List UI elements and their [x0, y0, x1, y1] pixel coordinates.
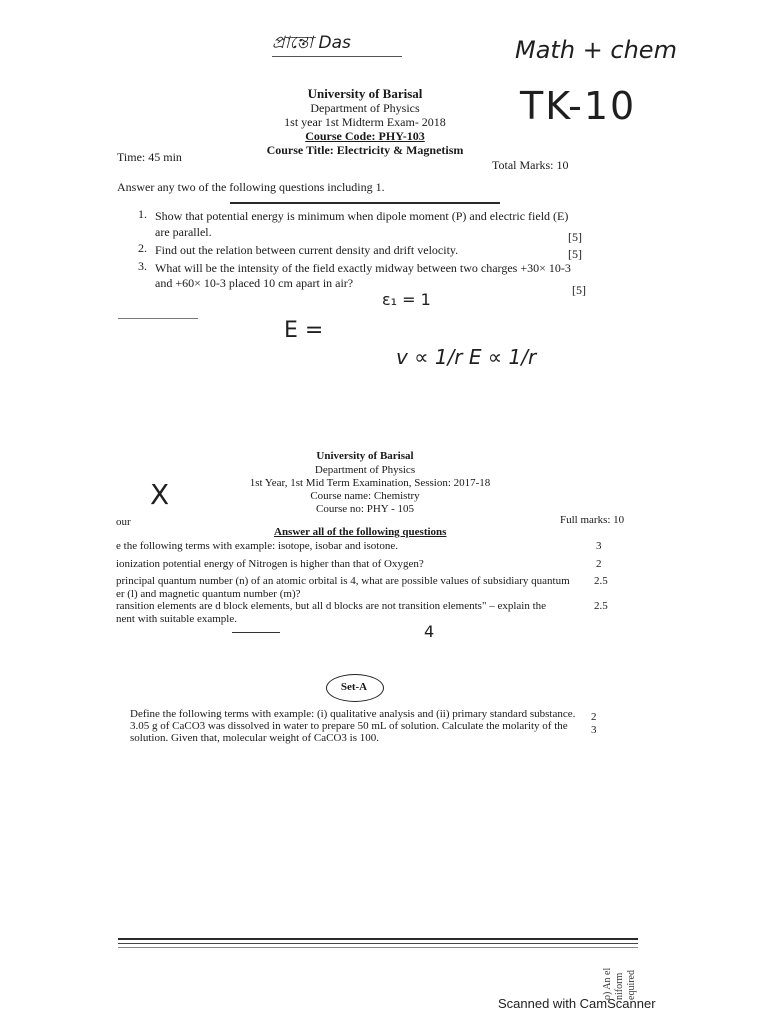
exam3-q2-marks: 3 — [591, 724, 597, 736]
exam3-q3-text: solution. Given that, molecular weight of CaCO3 is 100. — [130, 732, 379, 744]
exam1-q3-marks: [5] — [572, 283, 586, 297]
exam1-department: Department of Physics — [310, 101, 420, 115]
exam1-q1-marks: [5] — [568, 230, 582, 244]
exam2-q3-cont: er (l) and magnetic quantum number (m)? — [116, 588, 301, 600]
mark-four: 4 — [424, 622, 435, 641]
exam1-q1-number: 1. — [138, 207, 147, 221]
exam1-instruction: Answer any two of the following questions including 1. — [117, 180, 385, 194]
page-edge-line-3 — [118, 947, 638, 948]
exam1-q2-line1: Find out the relation between current density and drift velocity. — [155, 243, 459, 257]
scanner-watermark: Scanned with CamScanner — [498, 996, 656, 1011]
page-edge-line-2 — [118, 943, 638, 944]
exam1-q1-line2: are parallel. — [155, 225, 212, 239]
edge-text-1: o) An el — [602, 967, 613, 1000]
exam1-q1-line1: Show that potential energy is minimum when dipole moment (P) and electric field (E) — [155, 209, 569, 223]
exam1-course-code: Course Code: PHY-103 — [305, 129, 425, 143]
exam3-q1-text: Define the following terms with example: (i) qualitative analysis and (ii) primary standard substance. — [130, 708, 576, 720]
formula-proportional: v ∝ 1/r E ∝ 1/r — [396, 345, 537, 369]
exam1-time: Time: 45 min — [117, 150, 182, 164]
exam2-course-name: Course name: Chemistry — [310, 490, 420, 502]
price-note: TK-10 — [520, 84, 637, 128]
exam2-department: Department of Physics — [314, 464, 416, 476]
exam1-total-marks: Total Marks: 10 — [492, 158, 569, 172]
exam2-hour: our — [116, 516, 131, 528]
exam3-q2-text: 3.05 g of CaCO3 was dissolved in water to prepare 50 mL of solution. Calculate the molarity of the — [130, 720, 568, 732]
exam2-year-line: 1st Year, 1st Mid Term Examination, Session: 2017-18 — [249, 477, 491, 489]
exam2-q2-text: ionization potential energy of Nitrogen is higher than that of Oxygen? — [116, 558, 424, 570]
exam1-q3-line1: What will be the intensity of the field exactly midway between two charges +30× 10-3 — [155, 261, 571, 275]
exam1-q2-marks: [5] — [568, 247, 582, 261]
exam1-q3-number: 3. — [138, 259, 147, 273]
exam2-q4-text: ransition elements are d block elements, but all d blocks are not transition elements" – explain the — [116, 600, 547, 612]
exam2-q1-marks: 3 — [596, 540, 602, 552]
subject-note: Math + chem — [515, 36, 677, 64]
exam2-q4-cont: nent with suitable example. — [116, 613, 237, 625]
exam1-university: University of Barisal — [307, 86, 423, 101]
name-underline — [272, 56, 402, 57]
exam2-course-no: Course no: PHY - 105 — [316, 503, 414, 515]
edge-text-3: equired — [626, 970, 637, 1000]
exam2-q1-text: e the following terms with example: isotope, isobar and isotone. — [116, 540, 398, 552]
exam2-q3-text: principal quantum number (n) of an atomic orbital is 4, what are possible values of subsidiary quantum — [116, 575, 570, 587]
exam2-q4-marks: 2.5 — [594, 600, 608, 612]
exam2-full-marks: Full marks: 10 — [560, 514, 625, 526]
formula-epsilon: ε₁ = 1 — [382, 290, 431, 309]
mid-rule-left — [118, 318, 198, 319]
scribble-line — [232, 632, 280, 633]
exam1-q2-number: 2. — [138, 241, 147, 255]
exam2-instruction: Answer all of the following questions — [274, 526, 447, 538]
exam2-q2-marks: 2 — [596, 558, 602, 570]
mark-x: X — [150, 478, 170, 511]
exam2-university: University of Barisal — [316, 450, 414, 462]
set-a-label: Set-A — [340, 681, 368, 693]
exam3-q1-marks: 2 — [591, 711, 597, 723]
exam1-year-line: 1st year 1st Midterm Exam- 2018 — [284, 115, 446, 129]
student-name: প্রান্তো Das — [272, 33, 351, 53]
exam2-q3-marks: 2.5 — [594, 575, 608, 587]
edge-text-2: niform — [614, 972, 625, 1000]
page-edge-line — [118, 938, 638, 940]
exam1-divider — [230, 202, 500, 204]
exam1-q3-line2: and +60× 10-3 placed 10 cm apart in air? — [155, 276, 354, 290]
exam1-course-title: Course Title: Electricity & Magnetism — [266, 143, 464, 157]
formula-e: E = — [284, 318, 324, 343]
